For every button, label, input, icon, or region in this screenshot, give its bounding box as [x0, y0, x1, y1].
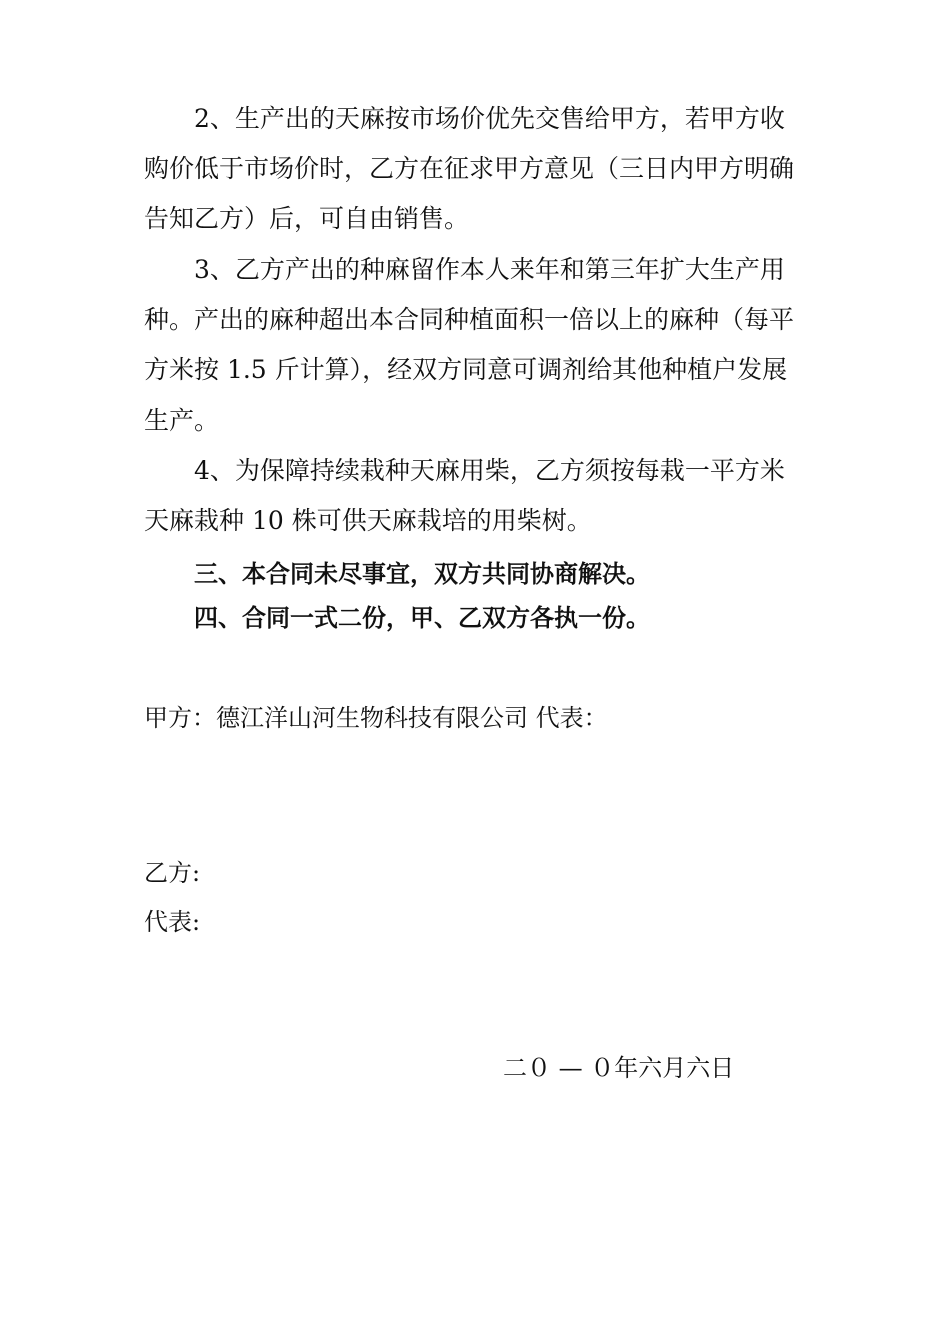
party-b-representative-label: 代表:: [144, 908, 201, 936]
clause-2-line-1: 2、生产出的天麻按市场价优先交售给甲方，若甲方收: [194, 104, 785, 133]
party-a-signature-line: 甲方：德江洋山河生物科技有限公司 代表：: [144, 704, 608, 732]
clause-3-line-3: 方米按 1.5 斤计算），经双方同意可调剂给其他种植户发展: [144, 355, 788, 384]
clause-2-line-3: 告知乙方）后，可自由销售。: [144, 204, 470, 233]
clause-3-line-2: 种。产出的麻种超出本合同种植面积一倍以上的麻种（每平: [144, 305, 795, 334]
contract-date: 二０ — ０年六月六日: [503, 1054, 735, 1082]
party-b-label: 乙方:: [144, 859, 201, 887]
clause-4-line-2: 天麻栽种 10 株可供天麻栽培的用柴树。: [144, 506, 592, 535]
clause-3-line-4: 生产。: [144, 406, 220, 435]
clause-3-line-1: 3、乙方产出的种麻留作本人来年和第三年扩大生产用: [194, 255, 785, 284]
article-3-heading: 三、本合同未尽事宜，双方共同协商解决。: [194, 560, 650, 588]
article-4-heading: 四、合同一式二份，甲、乙双方各执一份。: [194, 604, 650, 632]
clause-4-line-1: 4、为保障持续栽种天麻用柴，乙方须按每栽一平方米: [194, 456, 785, 485]
clause-2-line-2: 购价低于市场价时，乙方在征求甲方意见（三日内甲方明确: [144, 154, 795, 183]
